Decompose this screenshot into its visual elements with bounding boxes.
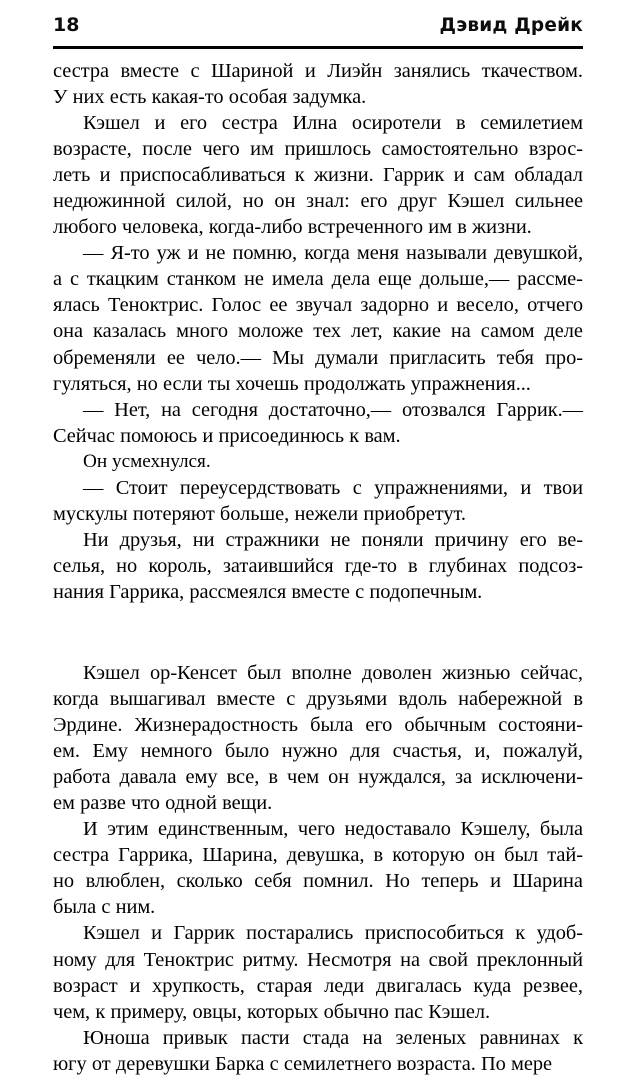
paragraph — [53, 397, 583, 449]
text-line: она казалась много моложе тех лет, какие на самом деле — [53, 320, 583, 343]
text-section — [53, 58, 583, 605]
text-line: обременяли ее чело.— Мы думали пригласить тебя про- — [53, 346, 583, 369]
text-line: сестра Гаррика, Шарина, девушка, в которую он был тай- — [53, 844, 583, 867]
text-section — [53, 660, 583, 1077]
text-line: гуляться, но если ты хочешь продолжать упражнения... — [53, 372, 531, 395]
text-line: а с ткацким станком не имела дела еще дольше,— рассме- — [53, 268, 583, 291]
text-line: любого человека, когда-либо встреченного им в жизни. — [53, 216, 532, 239]
paragraph — [53, 240, 583, 396]
paragraph — [53, 449, 583, 475]
text-line: когда вышагивал вместе с друзьями вдоль набережной в — [53, 688, 583, 711]
paragraph — [53, 660, 583, 816]
text-line: нания Гаррика, рассмеялся вместе с подопечным. — [53, 580, 483, 603]
text-line: Эрдине. Жизнерадостность была его обычным состояни- — [53, 714, 583, 737]
running-head — [53, 16, 583, 42]
text-line: ем разве что одной вещи. — [53, 792, 273, 815]
text-line: И этим единственным, чего недоставало Кэшелу, была — [83, 818, 583, 841]
text-line: возрасте, после чего им пришлось самостоятельно взрос- — [53, 138, 583, 161]
text-line: Кэшел и его сестра Илна осиротели в семилетием — [83, 112, 583, 135]
text-line: Юноша привык пасти стада на зеленых равнинах к — [83, 1026, 583, 1049]
text-line: леть и приспосабливаться к жизни. Гаррик и сам обладал — [53, 164, 583, 187]
running-title-author: Дэвид Дрейк — [439, 15, 583, 36]
text-line: У них есть какая-то особая задумка. — [53, 86, 367, 109]
paragraph — [53, 58, 583, 110]
scene-break — [53, 605, 583, 660]
text-line: работа давала ему все, в чем он нуждался, за исключени- — [53, 766, 583, 789]
page-number: 18 — [53, 14, 80, 36]
text-line: Он усмехнулся. — [83, 450, 211, 472]
text-line: югу от деревушки Барка с семилетнего возраста. По мере — [53, 1052, 553, 1075]
text-line: чем, к примеру, овцы, которых обычно пас Кэшел. — [53, 1000, 491, 1023]
paragraph — [53, 527, 583, 605]
text-line: Ни друзья, ни стражники не поняли причину его ве- — [83, 528, 583, 551]
text-line: Сейчас помоюсь и присоединюсь к вам. — [53, 424, 401, 447]
paragraph — [53, 920, 583, 1024]
text-line: Кэшел ор-Кенсет был вполне доволен жизнью сейчас, — [83, 661, 583, 684]
text-line: Кэшел и Гаррик постарались приспособиться к удоб- — [83, 922, 583, 945]
text-line: ному для Теноктрис ритму. Несмотря на свой преклонный — [53, 948, 583, 971]
paragraph — [53, 1025, 583, 1077]
paragraph — [53, 110, 583, 240]
text-line: ялась Теноктрис. Голос ее звучал задорно и весело, отчего — [53, 294, 583, 317]
text-line: — Нет, на сегодня достаточно,— отозвался Гаррик.— — [83, 398, 583, 421]
text-line: — Стоит переусердствовать с упражнениями, и твои — [83, 476, 583, 499]
text-line: возраст и хрупкость, старая леди двигалась куда резвее, — [53, 974, 583, 997]
paragraph — [53, 816, 583, 920]
text-line: селья, но король, затаившийся где-то в глубинах подсоз- — [53, 554, 583, 577]
paragraph — [53, 475, 583, 527]
text-line: но влюблен, сколько себя помнил. Но теперь и Шарина — [53, 870, 583, 893]
text-line: мускулы потеряют больше, нежели приобретут. — [53, 502, 466, 525]
text-line: — Я-то уж и не помню, когда меня называли девушкой, — [83, 242, 583, 265]
text-line: ем. Ему немного было нужно для счастья, и, пожалуй, — [53, 740, 583, 763]
text-line: сестра вместе с Шариной и Лиэйн занялись ткачеством. — [53, 60, 583, 82]
text-line: была с ним. — [53, 896, 156, 919]
body-text-block — [53, 58, 583, 1077]
header-divider-rule — [53, 46, 583, 49]
text-line: недюжинной силой, но он знал: его друг Кэшел сильнее — [53, 190, 583, 213]
